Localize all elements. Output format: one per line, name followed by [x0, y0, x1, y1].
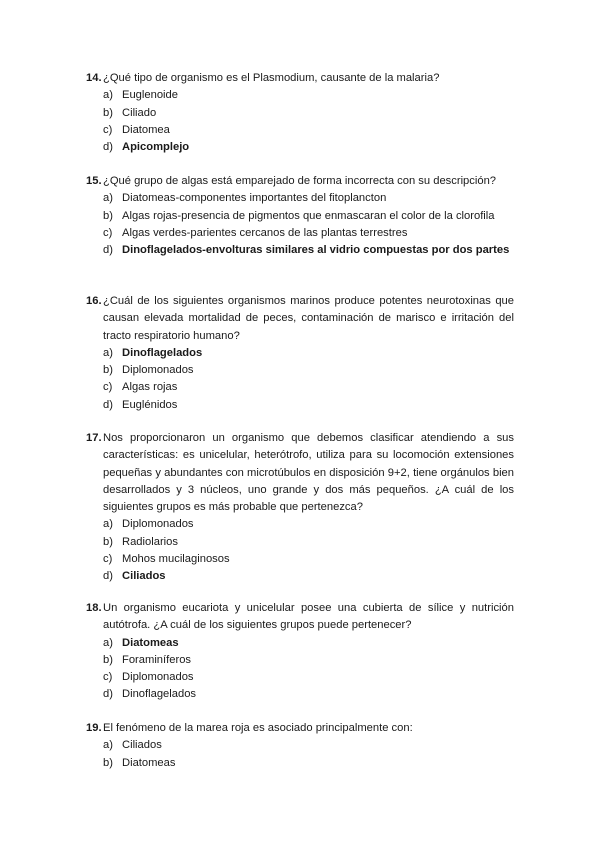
option-text: Apicomplejo	[122, 141, 190, 154]
option-text: Mohos mucilaginosos	[122, 553, 230, 566]
option-letter: b)	[103, 364, 113, 377]
option-d-correct	[86, 242, 514, 259]
option-text: Radiolarios	[122, 535, 178, 548]
option-letter: a)	[103, 192, 113, 205]
question-stem: ¿Cuál de los siguientes organismos marinos produce potentes neurotoxinas que causan elevada mortalidad de peces, contaminación de marisco e irritación del tracto respiratorio humano?	[103, 295, 514, 342]
option-a	[86, 190, 514, 207]
question-stem: El fenómeno de la marea roja es asociado principalmente con:	[103, 722, 413, 734]
option-text: Ciliados	[122, 739, 162, 752]
option-letter: a)	[103, 89, 113, 102]
option-text: Euglenoide	[122, 89, 178, 102]
option-letter: d)	[103, 398, 113, 411]
option-letter: a)	[103, 636, 113, 649]
option-c	[86, 669, 514, 686]
option-c	[86, 551, 514, 568]
options-list	[86, 635, 514, 704]
option-d-correct	[86, 139, 514, 156]
option-text: Diatomea	[122, 123, 170, 136]
option-text: Diatomeas	[122, 756, 176, 769]
option-a	[86, 737, 514, 754]
option-text: Diplomonados	[122, 518, 194, 531]
option-a	[86, 87, 514, 104]
option-d-correct	[86, 568, 514, 585]
option-text: Euglénidos	[122, 398, 178, 411]
option-a-correct	[86, 635, 514, 652]
option-text: Dinoflagelados-envolturas similares al vidrio compuestas por dos partes	[122, 244, 510, 257]
option-letter: b)	[103, 535, 113, 548]
option-text: Algas rojas	[122, 381, 178, 394]
option-letter: d)	[103, 570, 113, 583]
options-list	[86, 516, 514, 585]
option-letter: c)	[103, 381, 113, 394]
question-stem: Nos proporcionaron un organismo que debemos clasificar atendiendo a sus características: es unicelular, heterótrofo, utiliza para su locomoción extensiones pequeñas y abundantes con microtúbulos en disposición 9+2, tiene orgánulos bien desarrollados y 3 núcleos, uno grande y dos más pequeños. ¿A cuál de los siguientes grupos es más probable que pertenezca?	[103, 432, 514, 514]
options-list	[86, 737, 514, 772]
option-b	[86, 652, 514, 669]
options-list	[86, 87, 514, 156]
option-letter: a)	[103, 739, 113, 752]
option-letter: c)	[103, 553, 113, 566]
option-a-correct	[86, 345, 514, 362]
option-text: Diplomonados	[122, 364, 194, 377]
option-letter: d)	[103, 688, 113, 701]
option-b	[86, 362, 514, 379]
option-text: Foraminíferos	[122, 653, 192, 666]
question-19	[86, 720, 514, 772]
question-15	[86, 173, 514, 259]
options-list	[86, 345, 514, 414]
option-b	[86, 105, 514, 122]
option-letter: b)	[103, 756, 113, 769]
question-16	[86, 293, 514, 414]
option-text: Diatomeas-componentes importantes del fitoplancton	[122, 192, 387, 205]
option-d	[86, 686, 514, 703]
option-letter: b)	[103, 106, 113, 119]
option-c	[86, 225, 514, 242]
option-text: Diatomeas	[122, 636, 179, 649]
option-text: Algas verdes-parientes cercanos de las plantas terrestres	[122, 226, 408, 239]
option-b	[86, 755, 514, 772]
question-stem: ¿Qué grupo de algas está emparejado de forma incorrecta con su descripción?	[103, 175, 497, 187]
option-b	[86, 208, 514, 225]
option-a	[86, 516, 514, 533]
option-letter: c)	[103, 671, 113, 684]
option-letter: d)	[103, 141, 113, 154]
question-14	[86, 70, 514, 156]
option-text: Algas rojas-presencia de pigmentos que enmascaran el color de la clorofila	[122, 209, 495, 222]
option-c	[86, 122, 514, 139]
option-letter: b)	[103, 209, 113, 222]
option-c	[86, 379, 514, 396]
option-letter: a)	[103, 518, 113, 531]
question-stem: Un organismo eucariota y unicelular posee una cubierta de sílice y nutrición autótrofa. ¿A cuál de los siguientes grupos puede pertenecer?	[103, 602, 514, 632]
question-number: 14.	[86, 72, 102, 84]
question-number: 17.	[86, 432, 102, 444]
option-text: Ciliado	[122, 106, 157, 119]
question-number: 18.	[86, 602, 102, 614]
option-letter: a)	[103, 346, 113, 359]
option-text: Diplomonados	[122, 671, 194, 684]
question-number: 15.	[86, 175, 102, 187]
option-text: Ciliados	[122, 570, 166, 583]
option-letter: b)	[103, 653, 113, 666]
option-letter: d)	[103, 244, 113, 257]
option-b	[86, 534, 514, 551]
option-text: Dinoflagelados	[122, 346, 203, 359]
question-number: 16.	[86, 295, 102, 307]
option-text: Dinoflagelados	[122, 688, 197, 701]
question-stem: ¿Qué tipo de organismo es el Plasmodium, causante de la malaria?	[103, 72, 440, 84]
option-letter: c)	[103, 123, 113, 136]
question-number: 19.	[86, 722, 102, 734]
option-letter: c)	[103, 226, 113, 239]
options-list	[86, 190, 514, 259]
question-18	[86, 600, 514, 704]
question-17	[86, 430, 514, 586]
option-d	[86, 397, 514, 414]
